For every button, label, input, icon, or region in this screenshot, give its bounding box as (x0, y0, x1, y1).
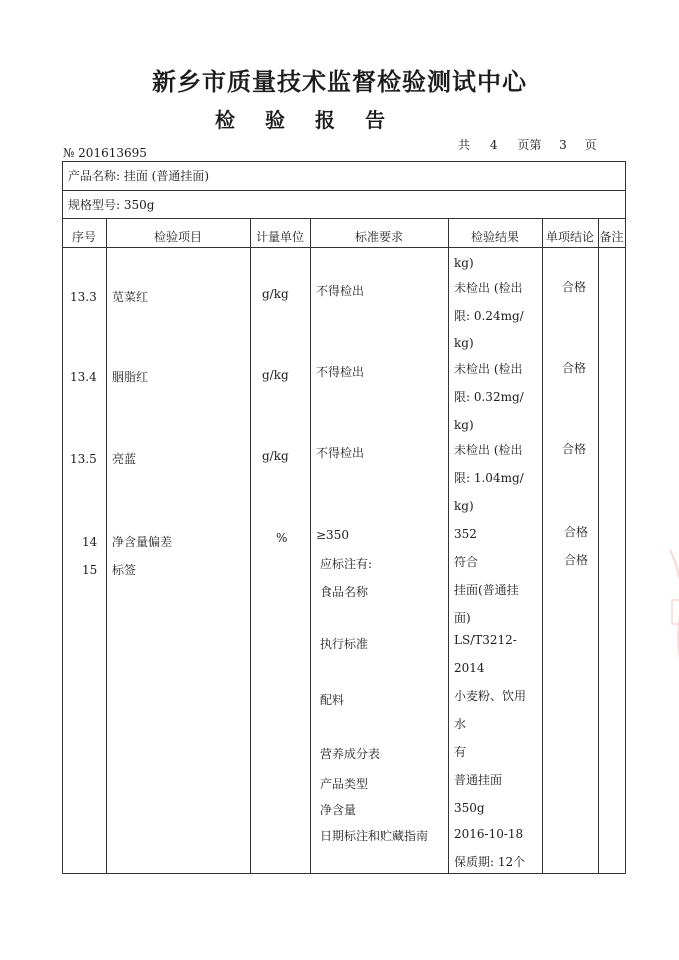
row-item: 标签 (112, 563, 137, 577)
row-seq: 13.5 (70, 452, 97, 466)
row-verdict: 合格 (564, 525, 589, 539)
row-item: 亮蓝 (112, 452, 137, 466)
col-header-seq: 序号 (71, 230, 96, 244)
row-item: 胭脂红 (112, 370, 149, 384)
col-header-unit: 计量单位 (255, 230, 304, 244)
page-total: 4 (489, 138, 498, 152)
page-info (458, 136, 597, 153)
col-header-requirement: 标准要求 (354, 230, 403, 244)
row-seq: 13.4 (70, 370, 97, 384)
label-requirement: 食品名称 (320, 585, 369, 599)
result-line: LS/T3212- (454, 633, 517, 647)
product-spec: 规格型号: 350g (68, 198, 155, 212)
product-name: 产品名称: 挂面 (普通挂面) (68, 169, 210, 183)
result-line: kg) (454, 418, 474, 432)
result-line: 未检出 (检出 (454, 443, 523, 457)
page-total-prefix: 共 (458, 138, 471, 152)
result-line: kg) (454, 336, 474, 350)
row-seq: 13.3 (70, 290, 97, 304)
row-verdict: 合格 (562, 442, 587, 456)
row-verdict: 合格 (562, 361, 587, 375)
page-word: 页 (517, 138, 530, 152)
col-header-remark: 备注 (599, 230, 624, 244)
result-line: 水 (454, 717, 467, 731)
result-line: 面) (454, 611, 471, 625)
report-title: 新乡市质量技术监督检验测试中心 (152, 68, 527, 96)
result-line: 小麦粉、饮用 (454, 689, 527, 703)
result-line: kg) (454, 256, 474, 270)
row-requirement: 不得检出 (316, 284, 365, 298)
result-line: 352 (454, 527, 477, 541)
result-line: 限: 0.24mg/ (454, 309, 524, 323)
row-unit: g/kg (262, 368, 289, 382)
label-requirement: 营养成分表 (320, 747, 381, 761)
report-number: № 201613695 (63, 146, 147, 160)
row-seq: 14 (82, 535, 98, 549)
row-unit: g/kg (262, 287, 289, 301)
result-line: 未检出 (检出 (454, 362, 523, 376)
result-line: 限: 0.32mg/ (454, 390, 524, 404)
result-line: 挂面(普通挂 (454, 583, 519, 597)
result-line: 有 (454, 745, 467, 759)
row-requirement: 不得检出 (316, 446, 365, 460)
report-subtitle: 检验报告 (215, 108, 415, 132)
row-verdict: 合格 (562, 280, 587, 294)
page-current: 3 (559, 138, 567, 152)
row-unit: % (276, 531, 288, 545)
row-item: 净含量偏差 (112, 535, 173, 549)
row-item: 苋菜红 (112, 290, 149, 304)
col-header-item: 检验项目 (153, 230, 202, 244)
row-requirement: 不得检出 (316, 365, 365, 379)
result-line: 2016-10-18 (454, 827, 524, 841)
col-header-verdict: 单项结论 (545, 230, 594, 244)
seal-stamp-fragment (650, 540, 679, 690)
result-line: 限: 1.04mg/ (454, 471, 524, 485)
row-seq: 15 (82, 563, 98, 577)
page-word-2: 页 (584, 138, 597, 152)
label-requirement: 净含量 (320, 803, 357, 817)
label-requirement: 日期标注和贮藏指南 (320, 829, 429, 843)
result-line: 符合 (454, 555, 479, 569)
label-requirement: 执行标准 (320, 637, 369, 651)
row-unit: g/kg (262, 449, 289, 463)
label-requirement: 产品类型 (320, 777, 369, 791)
label-requirement: 配料 (320, 693, 345, 707)
col-header-result: 检验结果 (470, 230, 519, 244)
result-line: 350g (454, 801, 485, 815)
page-current-prefix: 第 (529, 138, 542, 152)
row-verdict: 合格 (564, 553, 589, 567)
row-requirement: ≥350 (316, 528, 349, 542)
label-requirement: 应标注有: (320, 557, 373, 571)
result-line: kg) (454, 499, 474, 513)
result-line: 普通挂面 (454, 773, 503, 787)
result-line: 未检出 (检出 (454, 281, 523, 295)
result-line: 保质期: 12个 (454, 855, 526, 869)
result-line: 2014 (454, 661, 485, 675)
